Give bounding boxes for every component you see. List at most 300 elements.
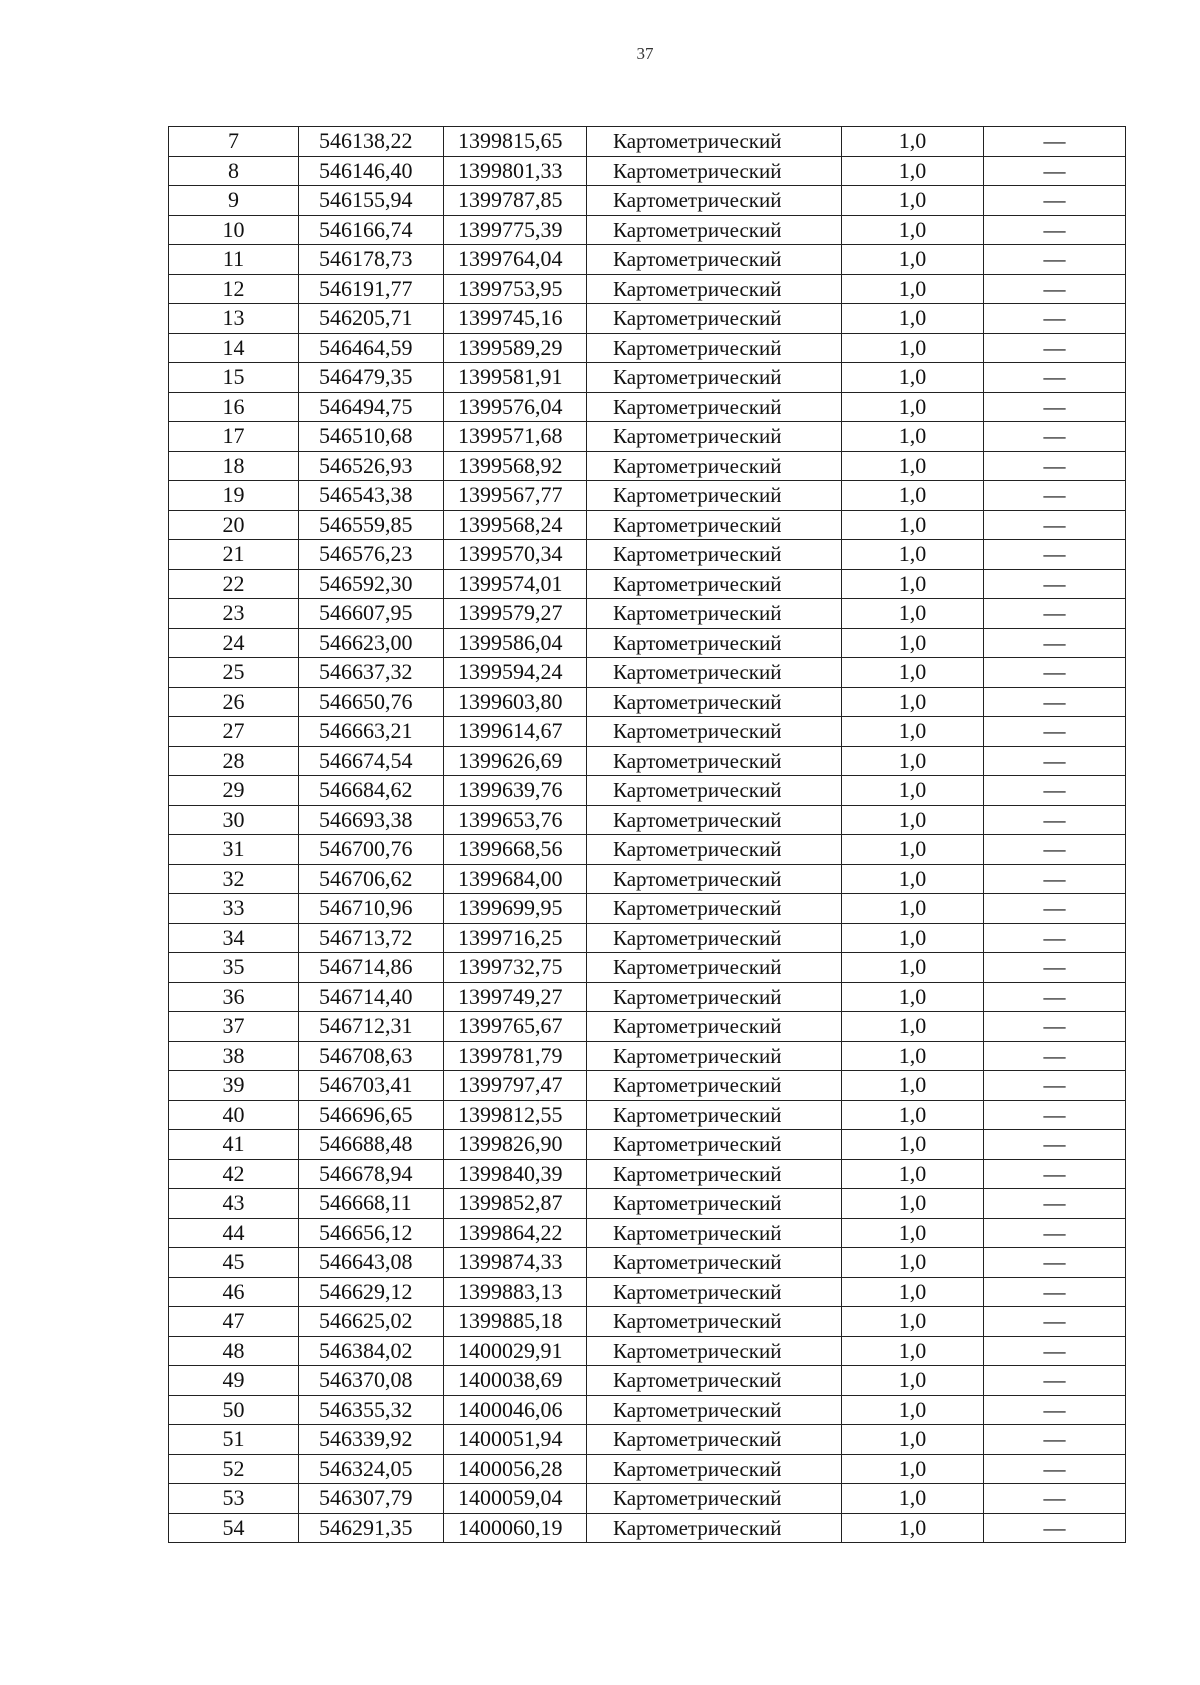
y-coordinate-cell: 1400051,94 — [444, 1425, 587, 1455]
x-coordinate-cell: 546355,32 — [299, 1395, 444, 1425]
accuracy-cell: 1,0 — [842, 1425, 984, 1455]
method-cell: Картометрический — [587, 1366, 842, 1396]
method-cell: Картометрический — [587, 1189, 842, 1219]
description-cell: — — [984, 1307, 1126, 1337]
accuracy-cell: 1,0 — [842, 1159, 984, 1189]
table-row — [169, 1071, 1126, 1101]
method-cell: Картометрический — [587, 363, 842, 393]
point-number-cell: 24 — [169, 628, 299, 658]
point-number-cell: 52 — [169, 1454, 299, 1484]
description-cell: — — [984, 1366, 1126, 1396]
x-coordinate-cell: 546712,31 — [299, 1012, 444, 1042]
table-row — [169, 1336, 1126, 1366]
method-cell: Картометрический — [587, 1277, 842, 1307]
table-row — [169, 746, 1126, 776]
point-number-cell: 9 — [169, 186, 299, 216]
point-number-cell: 26 — [169, 687, 299, 717]
method-cell: Картометрический — [587, 1012, 842, 1042]
x-coordinate-cell: 546629,12 — [299, 1277, 444, 1307]
table-row — [169, 1454, 1126, 1484]
description-cell: — — [984, 540, 1126, 570]
y-coordinate-cell: 1399864,22 — [444, 1218, 587, 1248]
x-coordinate-cell: 546700,76 — [299, 835, 444, 865]
description-cell: — — [984, 1425, 1126, 1455]
description-cell: — — [984, 333, 1126, 363]
x-coordinate-cell: 546576,23 — [299, 540, 444, 570]
method-cell: Картометрический — [587, 864, 842, 894]
description-cell: — — [984, 1513, 1126, 1543]
table-row — [169, 1218, 1126, 1248]
x-coordinate-cell: 546674,54 — [299, 746, 444, 776]
y-coordinate-cell: 1399749,27 — [444, 982, 587, 1012]
accuracy-cell: 1,0 — [842, 1012, 984, 1042]
x-coordinate-cell: 546178,73 — [299, 245, 444, 275]
table-row — [169, 304, 1126, 334]
accuracy-cell: 1,0 — [842, 127, 984, 157]
accuracy-cell: 1,0 — [842, 1071, 984, 1101]
method-cell: Картометрический — [587, 1336, 842, 1366]
description-cell: — — [984, 894, 1126, 924]
method-cell: Картометрический — [587, 1248, 842, 1278]
accuracy-cell: 1,0 — [842, 215, 984, 245]
point-number-cell: 20 — [169, 510, 299, 540]
description-cell: — — [984, 1336, 1126, 1366]
accuracy-cell: 1,0 — [842, 304, 984, 334]
table-row — [169, 422, 1126, 452]
point-number-cell: 46 — [169, 1277, 299, 1307]
point-number-cell: 8 — [169, 156, 299, 186]
table-row — [169, 510, 1126, 540]
y-coordinate-cell: 1399753,95 — [444, 274, 587, 304]
point-number-cell: 53 — [169, 1484, 299, 1514]
table-row — [169, 776, 1126, 806]
method-cell: Картометрический — [587, 953, 842, 983]
accuracy-cell: 1,0 — [842, 1395, 984, 1425]
point-number-cell: 23 — [169, 599, 299, 629]
accuracy-cell: 1,0 — [842, 422, 984, 452]
y-coordinate-cell: 1399801,33 — [444, 156, 587, 186]
point-number-cell: 7 — [169, 127, 299, 157]
accuracy-cell: 1,0 — [842, 363, 984, 393]
x-coordinate-cell: 546714,86 — [299, 953, 444, 983]
accuracy-cell: 1,0 — [842, 451, 984, 481]
method-cell: Картометрический — [587, 805, 842, 835]
point-number-cell: 15 — [169, 363, 299, 393]
description-cell: — — [984, 215, 1126, 245]
coordinates-table-body — [169, 127, 1126, 1543]
y-coordinate-cell: 1399797,47 — [444, 1071, 587, 1101]
description-cell: — — [984, 1100, 1126, 1130]
description-cell: — — [984, 1484, 1126, 1514]
point-number-cell: 17 — [169, 422, 299, 452]
point-number-cell: 11 — [169, 245, 299, 275]
point-number-cell: 49 — [169, 1366, 299, 1396]
method-cell: Картометрический — [587, 776, 842, 806]
y-coordinate-cell: 1400060,19 — [444, 1513, 587, 1543]
y-coordinate-cell: 1399626,69 — [444, 746, 587, 776]
table-row — [169, 1425, 1126, 1455]
accuracy-cell: 1,0 — [842, 687, 984, 717]
point-number-cell: 43 — [169, 1189, 299, 1219]
y-coordinate-cell: 1399579,27 — [444, 599, 587, 629]
point-number-cell: 50 — [169, 1395, 299, 1425]
point-number-cell: 19 — [169, 481, 299, 511]
method-cell: Картометрический — [587, 1071, 842, 1101]
method-cell: Картометрический — [587, 1307, 842, 1337]
y-coordinate-cell: 1399567,77 — [444, 481, 587, 511]
method-cell: Картометрический — [587, 658, 842, 688]
point-number-cell: 12 — [169, 274, 299, 304]
description-cell: — — [984, 1277, 1126, 1307]
table-row — [169, 1100, 1126, 1130]
accuracy-cell: 1,0 — [842, 1454, 984, 1484]
y-coordinate-cell: 1399885,18 — [444, 1307, 587, 1337]
accuracy-cell: 1,0 — [842, 333, 984, 363]
accuracy-cell: 1,0 — [842, 1100, 984, 1130]
accuracy-cell: 1,0 — [842, 1307, 984, 1337]
x-coordinate-cell: 546625,02 — [299, 1307, 444, 1337]
accuracy-cell: 1,0 — [842, 186, 984, 216]
x-coordinate-cell: 546146,40 — [299, 156, 444, 186]
y-coordinate-cell: 1399812,55 — [444, 1100, 587, 1130]
x-coordinate-cell: 546559,85 — [299, 510, 444, 540]
table-row — [169, 599, 1126, 629]
table-row — [169, 1277, 1126, 1307]
table-row — [169, 1513, 1126, 1543]
method-cell: Картометрический — [587, 333, 842, 363]
x-coordinate-cell: 546663,21 — [299, 717, 444, 747]
description-cell: — — [984, 835, 1126, 865]
method-cell: Картометрический — [587, 1041, 842, 1071]
description-cell: — — [984, 363, 1126, 393]
description-cell: — — [984, 658, 1126, 688]
description-cell: — — [984, 776, 1126, 806]
accuracy-cell: 1,0 — [842, 1130, 984, 1160]
y-coordinate-cell: 1399815,65 — [444, 127, 587, 157]
method-cell: Картометрический — [587, 599, 842, 629]
x-coordinate-cell: 546526,93 — [299, 451, 444, 481]
x-coordinate-cell: 546713,72 — [299, 923, 444, 953]
y-coordinate-cell: 1399639,76 — [444, 776, 587, 806]
y-coordinate-cell: 1399874,33 — [444, 1248, 587, 1278]
point-number-cell: 30 — [169, 805, 299, 835]
accuracy-cell: 1,0 — [842, 1366, 984, 1396]
x-coordinate-cell: 546656,12 — [299, 1218, 444, 1248]
point-number-cell: 16 — [169, 392, 299, 422]
table-row — [169, 658, 1126, 688]
table-row — [169, 245, 1126, 275]
description-cell: — — [984, 304, 1126, 334]
table-row — [169, 392, 1126, 422]
x-coordinate-cell: 546464,59 — [299, 333, 444, 363]
y-coordinate-cell: 1399576,04 — [444, 392, 587, 422]
point-number-cell: 51 — [169, 1425, 299, 1455]
x-coordinate-cell: 546138,22 — [299, 127, 444, 157]
point-number-cell: 31 — [169, 835, 299, 865]
x-coordinate-cell: 546384,02 — [299, 1336, 444, 1366]
method-cell: Картометрический — [587, 687, 842, 717]
y-coordinate-cell: 1400038,69 — [444, 1366, 587, 1396]
y-coordinate-cell: 1399781,79 — [444, 1041, 587, 1071]
table-row — [169, 569, 1126, 599]
description-cell: — — [984, 392, 1126, 422]
description-cell: — — [984, 982, 1126, 1012]
table-row — [169, 1484, 1126, 1514]
x-coordinate-cell: 546494,75 — [299, 392, 444, 422]
description-cell: — — [984, 805, 1126, 835]
point-number-cell: 25 — [169, 658, 299, 688]
point-number-cell: 32 — [169, 864, 299, 894]
y-coordinate-cell: 1399764,04 — [444, 245, 587, 275]
point-number-cell: 22 — [169, 569, 299, 599]
x-coordinate-cell: 546688,48 — [299, 1130, 444, 1160]
y-coordinate-cell: 1399684,00 — [444, 864, 587, 894]
method-cell: Картометрический — [587, 569, 842, 599]
table-row — [169, 1130, 1126, 1160]
description-cell: — — [984, 687, 1126, 717]
accuracy-cell: 1,0 — [842, 953, 984, 983]
point-number-cell: 14 — [169, 333, 299, 363]
x-coordinate-cell: 546693,38 — [299, 805, 444, 835]
point-number-cell: 37 — [169, 1012, 299, 1042]
y-coordinate-cell: 1399668,56 — [444, 835, 587, 865]
method-cell: Картометрический — [587, 894, 842, 924]
point-number-cell: 40 — [169, 1100, 299, 1130]
method-cell: Картометрический — [587, 510, 842, 540]
point-number-cell: 44 — [169, 1218, 299, 1248]
x-coordinate-cell: 546479,35 — [299, 363, 444, 393]
description-cell: — — [984, 628, 1126, 658]
description-cell: — — [984, 1248, 1126, 1278]
description-cell: — — [984, 1071, 1126, 1101]
y-coordinate-cell: 1399852,87 — [444, 1189, 587, 1219]
x-coordinate-cell: 546714,40 — [299, 982, 444, 1012]
x-coordinate-cell: 546205,71 — [299, 304, 444, 334]
x-coordinate-cell: 546339,92 — [299, 1425, 444, 1455]
y-coordinate-cell: 1399589,29 — [444, 333, 587, 363]
table-row — [169, 894, 1126, 924]
point-number-cell: 27 — [169, 717, 299, 747]
accuracy-cell: 1,0 — [842, 540, 984, 570]
description-cell: — — [984, 923, 1126, 953]
method-cell: Картометрический — [587, 540, 842, 570]
x-coordinate-cell: 546191,77 — [299, 274, 444, 304]
x-coordinate-cell: 546607,95 — [299, 599, 444, 629]
table-row — [169, 540, 1126, 570]
accuracy-cell: 1,0 — [842, 510, 984, 540]
accuracy-cell: 1,0 — [842, 1513, 984, 1543]
table-row — [169, 982, 1126, 1012]
description-cell: — — [984, 746, 1126, 776]
table-row — [169, 923, 1126, 953]
table-row — [169, 1159, 1126, 1189]
method-cell: Картометрический — [587, 835, 842, 865]
y-coordinate-cell: 1400059,04 — [444, 1484, 587, 1514]
accuracy-cell: 1,0 — [842, 776, 984, 806]
table-row — [169, 1395, 1126, 1425]
description-cell: — — [984, 1012, 1126, 1042]
y-coordinate-cell: 1399614,67 — [444, 717, 587, 747]
accuracy-cell: 1,0 — [842, 274, 984, 304]
method-cell: Картометрический — [587, 1484, 842, 1514]
table-row — [169, 717, 1126, 747]
y-coordinate-cell: 1399653,76 — [444, 805, 587, 835]
accuracy-cell: 1,0 — [842, 805, 984, 835]
method-cell: Картометрический — [587, 1425, 842, 1455]
description-cell: — — [984, 245, 1126, 275]
y-coordinate-cell: 1399883,13 — [444, 1277, 587, 1307]
accuracy-cell: 1,0 — [842, 392, 984, 422]
description-cell: — — [984, 127, 1126, 157]
coordinates-table — [168, 126, 1126, 1543]
accuracy-cell: 1,0 — [842, 864, 984, 894]
point-number-cell: 41 — [169, 1130, 299, 1160]
table-row — [169, 1248, 1126, 1278]
accuracy-cell: 1,0 — [842, 923, 984, 953]
description-cell: — — [984, 1159, 1126, 1189]
y-coordinate-cell: 1399775,39 — [444, 215, 587, 245]
x-coordinate-cell: 546166,74 — [299, 215, 444, 245]
accuracy-cell: 1,0 — [842, 245, 984, 275]
accuracy-cell: 1,0 — [842, 1248, 984, 1278]
point-number-cell: 34 — [169, 923, 299, 953]
method-cell: Картометрический — [587, 982, 842, 1012]
description-cell: — — [984, 953, 1126, 983]
y-coordinate-cell: 1400056,28 — [444, 1454, 587, 1484]
x-coordinate-cell: 546703,41 — [299, 1071, 444, 1101]
y-coordinate-cell: 1399594,24 — [444, 658, 587, 688]
method-cell: Картометрический — [587, 304, 842, 334]
accuracy-cell: 1,0 — [842, 658, 984, 688]
description-cell: — — [984, 864, 1126, 894]
x-coordinate-cell: 546710,96 — [299, 894, 444, 924]
table-row — [169, 363, 1126, 393]
description-cell: — — [984, 451, 1126, 481]
point-number-cell: 29 — [169, 776, 299, 806]
point-number-cell: 36 — [169, 982, 299, 1012]
x-coordinate-cell: 546637,32 — [299, 658, 444, 688]
point-number-cell: 10 — [169, 215, 299, 245]
description-cell: — — [984, 717, 1126, 747]
description-cell: — — [984, 422, 1126, 452]
x-coordinate-cell: 546643,08 — [299, 1248, 444, 1278]
table-row — [169, 628, 1126, 658]
point-number-cell: 18 — [169, 451, 299, 481]
y-coordinate-cell: 1399603,80 — [444, 687, 587, 717]
accuracy-cell: 1,0 — [842, 569, 984, 599]
accuracy-cell: 1,0 — [842, 982, 984, 1012]
table-row — [169, 953, 1126, 983]
accuracy-cell: 1,0 — [842, 1484, 984, 1514]
accuracy-cell: 1,0 — [842, 599, 984, 629]
x-coordinate-cell: 546324,05 — [299, 1454, 444, 1484]
description-cell: — — [984, 1130, 1126, 1160]
method-cell: Картометрический — [587, 392, 842, 422]
table-row — [169, 274, 1126, 304]
table-row — [169, 835, 1126, 865]
y-coordinate-cell: 1399581,91 — [444, 363, 587, 393]
y-coordinate-cell: 1400029,91 — [444, 1336, 587, 1366]
y-coordinate-cell: 1399716,25 — [444, 923, 587, 953]
x-coordinate-cell: 546678,94 — [299, 1159, 444, 1189]
point-number-cell: 38 — [169, 1041, 299, 1071]
table-row — [169, 481, 1126, 511]
table-row — [169, 805, 1126, 835]
y-coordinate-cell: 1399574,01 — [444, 569, 587, 599]
x-coordinate-cell: 546510,68 — [299, 422, 444, 452]
accuracy-cell: 1,0 — [842, 156, 984, 186]
point-number-cell: 42 — [169, 1159, 299, 1189]
page-number: 37 — [636, 44, 654, 63]
point-number-cell: 39 — [169, 1071, 299, 1101]
accuracy-cell: 1,0 — [842, 746, 984, 776]
description-cell: — — [984, 1189, 1126, 1219]
y-coordinate-cell: 1399570,34 — [444, 540, 587, 570]
method-cell: Картометрический — [587, 1130, 842, 1160]
y-coordinate-cell: 1399699,95 — [444, 894, 587, 924]
description-cell: — — [984, 186, 1126, 216]
method-cell: Картометрический — [587, 127, 842, 157]
point-number-cell: 13 — [169, 304, 299, 334]
accuracy-cell: 1,0 — [842, 717, 984, 747]
x-coordinate-cell: 546307,79 — [299, 1484, 444, 1514]
method-cell: Картометрический — [587, 1100, 842, 1130]
method-cell: Картометрический — [587, 1454, 842, 1484]
method-cell: Картометрический — [587, 923, 842, 953]
accuracy-cell: 1,0 — [842, 1189, 984, 1219]
point-number-cell: 48 — [169, 1336, 299, 1366]
table-row — [169, 127, 1126, 157]
y-coordinate-cell: 1399568,92 — [444, 451, 587, 481]
table-row — [169, 864, 1126, 894]
accuracy-cell: 1,0 — [842, 1277, 984, 1307]
method-cell: Картометрический — [587, 1159, 842, 1189]
method-cell: Картометрический — [587, 186, 842, 216]
x-coordinate-cell: 546543,38 — [299, 481, 444, 511]
method-cell: Картометрический — [587, 156, 842, 186]
method-cell: Картометрический — [587, 422, 842, 452]
description-cell: — — [984, 1041, 1126, 1071]
description-cell: — — [984, 510, 1126, 540]
point-number-cell: 54 — [169, 1513, 299, 1543]
point-number-cell: 47 — [169, 1307, 299, 1337]
description-cell: — — [984, 599, 1126, 629]
accuracy-cell: 1,0 — [842, 835, 984, 865]
table-row — [169, 1307, 1126, 1337]
x-coordinate-cell: 546370,08 — [299, 1366, 444, 1396]
table-row — [169, 1012, 1126, 1042]
y-coordinate-cell: 1399586,04 — [444, 628, 587, 658]
method-cell: Картометрический — [587, 746, 842, 776]
x-coordinate-cell: 546155,94 — [299, 186, 444, 216]
y-coordinate-cell: 1399787,85 — [444, 186, 587, 216]
y-coordinate-cell: 1399568,24 — [444, 510, 587, 540]
accuracy-cell: 1,0 — [842, 894, 984, 924]
method-cell: Картометрический — [587, 274, 842, 304]
y-coordinate-cell: 1399745,16 — [444, 304, 587, 334]
description-cell: — — [984, 1218, 1126, 1248]
table-row — [169, 156, 1126, 186]
y-coordinate-cell: 1399732,75 — [444, 953, 587, 983]
x-coordinate-cell: 546684,62 — [299, 776, 444, 806]
y-coordinate-cell: 1400046,06 — [444, 1395, 587, 1425]
description-cell: — — [984, 274, 1126, 304]
table-row — [169, 333, 1126, 363]
method-cell: Картометрический — [587, 215, 842, 245]
y-coordinate-cell: 1399826,90 — [444, 1130, 587, 1160]
table-row — [169, 215, 1126, 245]
accuracy-cell: 1,0 — [842, 1218, 984, 1248]
